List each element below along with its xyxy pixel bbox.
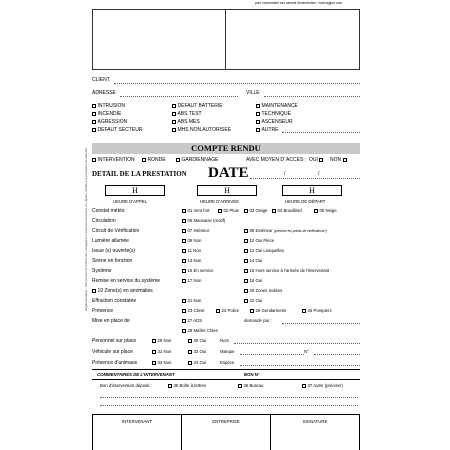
checkbox[interactable]: [244, 289, 248, 293]
heure-appel-box[interactable]: H: [105, 185, 165, 196]
checkbox[interactable]: [172, 128, 176, 132]
row-opt[interactable]: 06 Mauvaise (motif): [182, 218, 225, 223]
adresse-field[interactable]: [120, 96, 238, 97]
checkbox[interactable]: [182, 229, 186, 233]
row-opt[interactable]: 05 Neige: [314, 208, 337, 213]
checkbox[interactable]: [244, 279, 248, 283]
checkbox[interactable]: [172, 104, 176, 108]
row-label: Effraction constatée: [92, 298, 137, 304]
row-label: Issue (s) ouverte(s): [92, 248, 136, 254]
motif-intrusion[interactable]: INTRUSION: [92, 103, 125, 109]
checkbox[interactable]: [272, 209, 276, 213]
demande-par-label: demandé par :: [244, 318, 272, 323]
row-opt[interactable]: 23 Client: [182, 308, 204, 313]
row-opt[interactable]: 10 Oui Pièce: [244, 238, 274, 243]
row-label: Circuit de Vérification: [92, 228, 140, 234]
moyen-non[interactable]: NON: [330, 157, 348, 163]
marque-field[interactable]: [240, 354, 304, 355]
checkbox[interactable]: [92, 104, 96, 108]
row-label: Système: [92, 268, 112, 274]
motif-defaut-secteur[interactable]: DEFAUT SECTEUR: [92, 127, 142, 133]
type-intervention[interactable]: INTERVENTION: [92, 157, 135, 163]
checkbox[interactable]: [244, 239, 248, 243]
checkbox[interactable]: [238, 384, 242, 388]
checkbox[interactable]: [319, 158, 323, 162]
heure-depart-box[interactable]: H: [282, 185, 342, 196]
row-label: Présence: [92, 308, 114, 314]
checkbox[interactable]: [92, 112, 96, 116]
checkbox[interactable]: [168, 384, 172, 388]
separator: [92, 379, 360, 380]
checkbox[interactable]: [314, 209, 318, 213]
row-opt[interactable]: 14 Oui: [244, 258, 262, 263]
row-opt[interactable]: 04 Brouillard: [272, 208, 302, 213]
row-opt[interactable]: 17 Non: [182, 278, 201, 283]
motif-abs-test[interactable]: ABS TEST: [172, 111, 202, 117]
comment-line[interactable]: [100, 397, 358, 398]
checkbox[interactable]: [244, 299, 248, 303]
checkbox[interactable]: [152, 350, 156, 354]
row-opt[interactable]: 16 Hors service à l'arrivée de l'intervenant: [244, 268, 329, 273]
checkbox[interactable]: [244, 249, 248, 253]
signature-label: SIGNATURE: [302, 419, 328, 424]
row-opt[interactable]: 18 Oui: [244, 278, 262, 283]
checkbox[interactable]: [92, 158, 96, 162]
checkbox[interactable]: [256, 112, 260, 116]
row-opt[interactable]: 15 En service: [182, 268, 214, 273]
bon-depose-label: Bon d'intervention déposé :: [100, 383, 152, 388]
checkbox[interactable]: [188, 339, 192, 343]
row-opt[interactable]: 20 Zones Isolées: [244, 288, 282, 293]
row-opt[interactable]: 13 Non: [182, 258, 201, 263]
row-opt[interactable]: 11 Non: [182, 248, 201, 253]
signature-label: INTERVENANT: [121, 419, 153, 424]
row-label: Circulation: [92, 218, 116, 224]
numero-label: N°: [304, 349, 309, 354]
bon-number-label: BON N°: [244, 372, 260, 377]
date-label: DATE: [208, 165, 249, 181]
row-label: Constat météo: [92, 208, 125, 214]
checkbox[interactable]: [152, 361, 156, 365]
row-label: Personnel sur place: [92, 338, 137, 344]
row-opt[interactable]: 21 Non: [182, 298, 201, 303]
checkbox[interactable]: [343, 158, 347, 162]
checkbox[interactable]: [218, 209, 222, 213]
ville-field[interactable]: [264, 96, 360, 97]
moyen-acces-label: AVEC MOYEN D' ACCES :: [246, 157, 307, 163]
bon-depose-bureau[interactable]: 36 Bureau: [238, 383, 263, 388]
checkbox[interactable]: [244, 259, 248, 263]
date-sep-2: /: [318, 171, 320, 177]
ville-label: VILLE: [246, 90, 260, 96]
client-label: CLIENT: [92, 77, 110, 83]
checkbox[interactable]: [216, 309, 220, 313]
row-opt[interactable]: 32 Oui: [188, 349, 206, 354]
heure-appel-label: HEURE D'APPEL: [113, 199, 148, 204]
row-opt[interactable]: 09 Non: [182, 238, 201, 243]
checkbox[interactable]: [172, 120, 176, 124]
adresse-label: ADRESSE: [92, 90, 116, 96]
signature-label: ENTREPRISE: [212, 419, 240, 424]
motif-autre[interactable]: AUTRE: [256, 127, 278, 133]
row-opt[interactable]: 22 Oui: [244, 298, 262, 303]
checkbox[interactable]: [182, 239, 186, 243]
motif-agression[interactable]: AGRESSION: [92, 119, 127, 125]
detail-title: DETAIL DE LA PRESTATION: [92, 170, 187, 178]
checkbox[interactable]: [182, 259, 186, 263]
checkbox[interactable]: [152, 339, 156, 343]
checkbox[interactable]: [256, 128, 260, 132]
checkbox[interactable]: [92, 120, 96, 124]
checkbox[interactable]: [182, 249, 186, 253]
checkbox[interactable]: [172, 112, 176, 116]
date-sep-1: /: [284, 171, 286, 177]
bon-depose-boite[interactable]: 35 Boîte à lettres: [168, 383, 206, 388]
checkbox[interactable]: [188, 350, 192, 354]
motif-autre-field[interactable]: [282, 132, 360, 133]
header-box-divider: [225, 9, 226, 70]
row-opt[interactable]: 25 Gendarmerie: [250, 308, 287, 313]
demande-par-field[interactable]: [282, 323, 360, 324]
checkbox[interactable]: [182, 219, 186, 223]
row-opt[interactable]: 31 Non: [152, 349, 171, 354]
motif-maintenance[interactable]: MAINTENANCE: [256, 103, 298, 109]
row-label: Mise en place de: [92, 318, 130, 324]
row-opt[interactable]: 07 Intérieur: [182, 228, 209, 233]
row-opt[interactable]: 08 Extérieur (préciser les points de vérifications*): [244, 228, 327, 234]
checkbox[interactable]: [92, 289, 96, 293]
row-opt[interactable]: 29 Non: [152, 338, 171, 343]
row-opt[interactable]: 12 Oui Lesquelles: [244, 248, 284, 253]
order-note: pour commander ses carnets d'intervention : www.agipre.com: [255, 1, 343, 5]
row-label: Présence d'animaux: [92, 360, 138, 366]
motif-abs-mes[interactable]: ABS MES: [172, 119, 200, 125]
date-field[interactable]: [250, 178, 360, 179]
row-zones-anomalie[interactable]: 19 Zone(s) en anomalies: [92, 288, 153, 294]
type-ronde[interactable]: RONDE: [142, 157, 166, 163]
checkbox[interactable]: [188, 361, 192, 365]
checkbox[interactable]: [182, 269, 186, 273]
row-label: Lumière allumée: [92, 238, 129, 244]
row-opt[interactable]: 24 Police: [216, 308, 239, 313]
compte-rendu-title: COMPTE RENDU: [191, 143, 261, 153]
row-opt[interactable]: 28 Maître Chien: [182, 328, 218, 333]
motif-technique[interactable]: TECHNIQUE: [256, 111, 291, 117]
marque-label: Marque: [220, 349, 235, 354]
row-opt[interactable]: 30 Oui: [188, 338, 206, 343]
checkbox[interactable]: [182, 329, 186, 333]
checkbox[interactable]: [142, 158, 146, 162]
checkbox[interactable]: [244, 229, 248, 233]
checkbox[interactable]: [256, 104, 260, 108]
checkbox[interactable]: [244, 209, 248, 213]
checkbox[interactable]: [182, 319, 186, 323]
checkbox[interactable]: [182, 299, 186, 303]
motif-ascenseur[interactable]: ASCENSEUR: [256, 119, 293, 125]
nom-label: Nom: [220, 338, 230, 343]
bon-depose-autre[interactable]: 37 Autre (préciser): [302, 383, 343, 388]
espece-field[interactable]: [240, 365, 360, 366]
checkbox[interactable]: [250, 309, 254, 313]
motif-incendie[interactable]: INCENDIE: [92, 111, 121, 117]
side-legal-text: Réglementation : l'intervenant et l'entreprise s'engagent à respecter les textes en vigueur relatifs à la prestation de sécurité: [84, 148, 88, 311]
row-label: Véhicule sur place: [92, 349, 133, 355]
commentaires-title: COMMENTAIRES DE L'INTERVENANT: [97, 372, 175, 377]
client-field[interactable]: [114, 83, 360, 84]
type-gardiennage[interactable]: GARDIENNAGE: [176, 157, 218, 163]
motif-mhs[interactable]: MHS NON AUTORISEE: [172, 127, 231, 133]
motif-defaut-batterie[interactable]: DEFAUT BATTERIE: [172, 103, 223, 109]
numero-field[interactable]: [314, 354, 360, 355]
checkbox[interactable]: [176, 158, 180, 162]
row-opt[interactable]: 26 Pompiers: [302, 308, 332, 313]
checkbox[interactable]: [302, 384, 306, 388]
checkbox[interactable]: [182, 309, 186, 313]
heure-arrivee-box[interactable]: H: [197, 185, 257, 196]
nom-field[interactable]: [234, 343, 360, 344]
row-opt[interactable]: 33 Non: [152, 360, 171, 365]
row-opt[interactable]: 34 Oui: [188, 360, 206, 365]
checkbox[interactable]: [244, 269, 248, 273]
checkbox[interactable]: [92, 128, 96, 132]
checkbox[interactable]: [302, 309, 306, 313]
row-label: Remise en service du système: [92, 278, 161, 284]
comment-line[interactable]: [100, 405, 358, 406]
header-box: [92, 9, 360, 70]
checkbox[interactable]: [182, 279, 186, 283]
row-opt[interactable]: 03 Orage: [244, 208, 267, 213]
checkbox[interactable]: [256, 120, 260, 124]
separator: [92, 369, 360, 370]
heure-arrivee-label: HEURE D'ARRIVÉE: [200, 199, 240, 204]
row-opt[interactable]: 27 ADS: [182, 318, 202, 323]
espece-label: Espèce: [220, 360, 235, 365]
checkbox[interactable]: [182, 209, 186, 213]
moyen-oui[interactable]: OUI: [309, 157, 325, 163]
row-opt[interactable]: 02 Pluie: [218, 208, 239, 213]
row-label: Sirène en fonction: [92, 258, 133, 264]
heure-depart-label: HEURE DE DÉPART: [285, 199, 326, 204]
row-opt[interactable]: 01 Vent fort: [182, 208, 209, 213]
